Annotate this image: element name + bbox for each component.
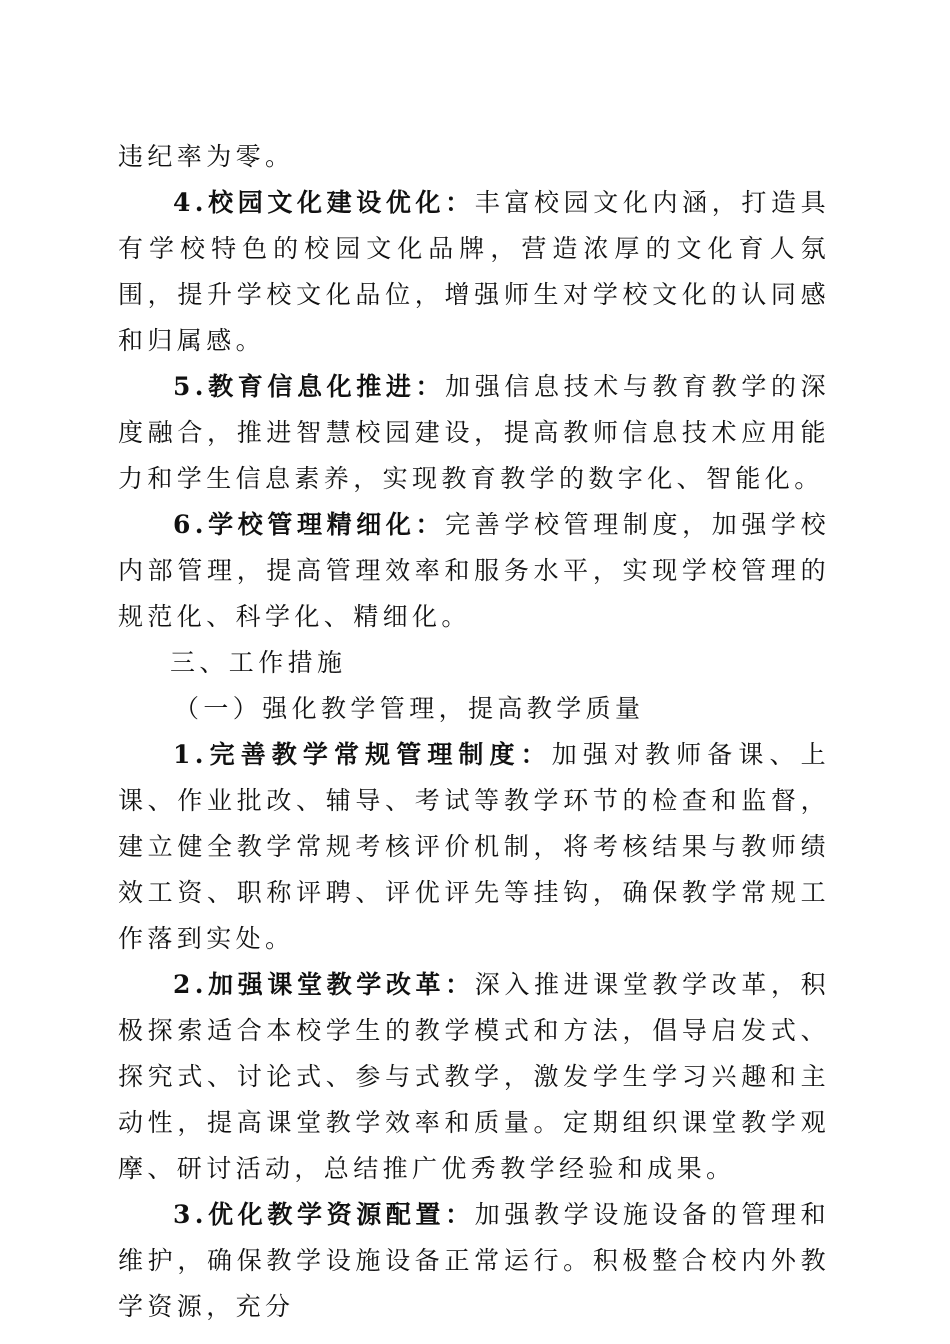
goal-item-5-body: 加强信息技术与教育教学的深度融合，推进智慧校园建设，提高教师信息技术应用能力和学生信息素养，实现教育教学的数字化、智能化。 (118, 372, 830, 493)
measure-item-2-body: 深入推进课堂教学改革，积极探索适合本校学生的教学模式和方法，倡导启发式、探究式、讨论式、参与式教学，激发学生学习兴趣和主动性，提高课堂教学效率和质量。定期组织课堂教学观摩、研讨活动，总结推广优秀教学经验和成果。 (118, 970, 830, 1183)
goal-item-4 (118, 180, 830, 364)
goal-item-6-body: 完善学校管理制度，加强学校内部管理，提高管理效率和服务水平，实现学校管理的规范化、科学化、精细化。 (118, 510, 830, 631)
measure-item-1-body: 加强对教师备课、上课、作业批改、辅导、考试等教学环节的检查和监督，建立健全教学常规考核评价机制，将考核结果与教师绩效工资、职称评聘、评优评先等挂钩，确保教学常规工作落到实处。 (118, 740, 830, 953)
measure-item-1-title: 1.完善教学常规管理制度： (173, 740, 552, 769)
measure-item-3-title: 3.优化教学资源配置： (173, 1200, 475, 1229)
measure-item-2 (118, 962, 830, 1192)
section-heading: 三、工作措施 (170, 648, 347, 677)
measure-item-3 (118, 1192, 830, 1330)
continuation-paragraph: 违纪率为零。 (118, 142, 295, 171)
goal-item-6 (118, 502, 830, 640)
document-body (118, 134, 830, 1330)
measure-item-1 (118, 732, 830, 962)
goal-item-5 (118, 364, 830, 502)
measure-item-2-title: 2.加强课堂教学改革： (173, 970, 475, 999)
measure-item-3-body: 加强教学设施设备的管理和维护，确保教学设施设备正常运行。积极整合校内外教学资源，充分 (118, 1200, 830, 1321)
subsection-heading: （一）强化教学管理，提高教学质量 (174, 694, 645, 723)
goal-item-4-title: 4.校园文化建设优化： (173, 188, 475, 217)
goal-item-5-title: 5.教育信息化推进： (173, 372, 446, 401)
goal-item-6-title: 6.学校管理精细化： (173, 510, 446, 539)
goal-item-4-body: 丰富校园文化内涵，打造具有学校特色的校园文化品牌，营造浓厚的文化育人氛围，提升学校文化品位，增强师生对学校文化的认同感和归属感。 (118, 188, 830, 355)
